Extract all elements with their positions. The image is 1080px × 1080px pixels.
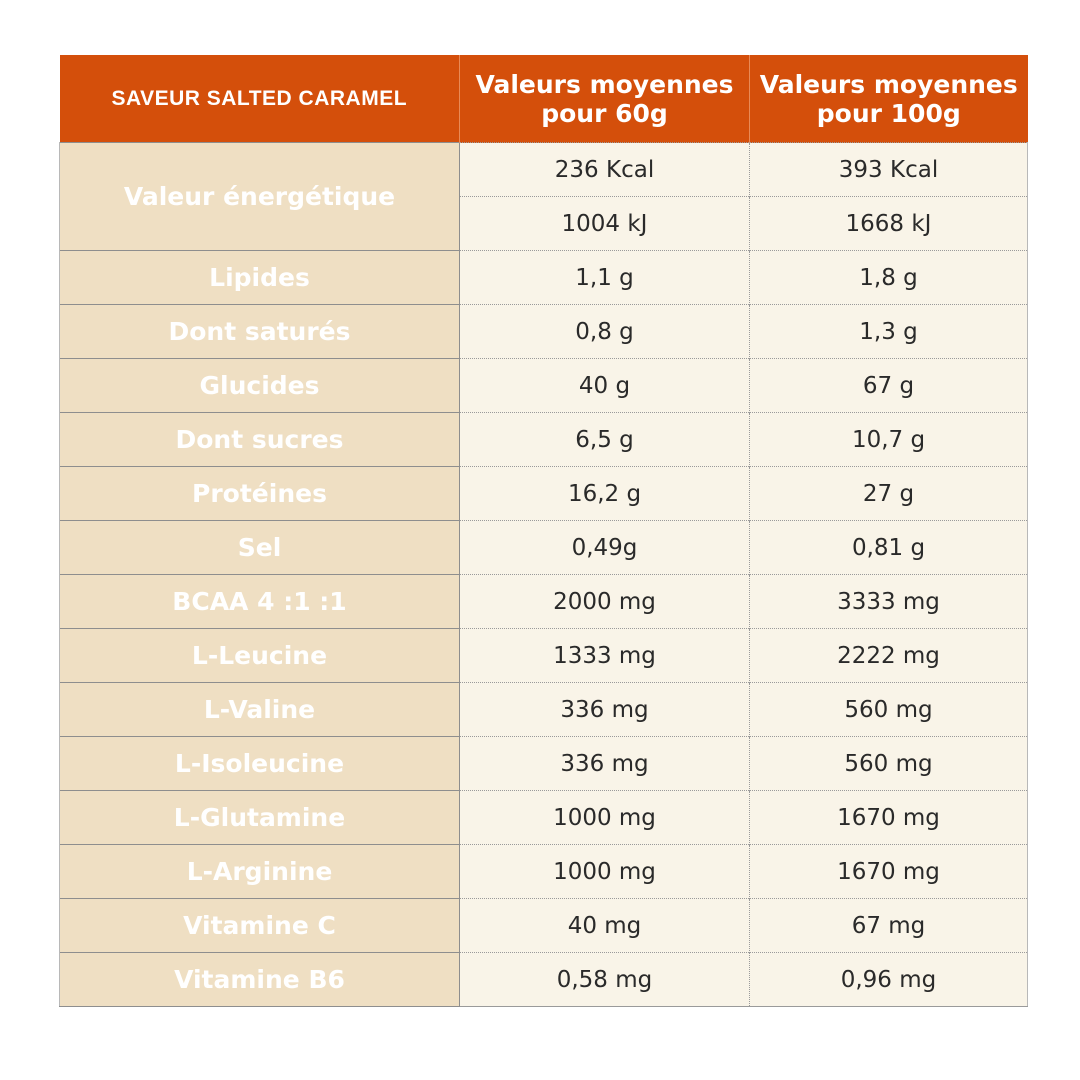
table-row (60, 359, 1028, 413)
column-header-60g-line2: pour 60g (541, 98, 668, 128)
row-label: Lipides (60, 251, 460, 305)
value-100g: 0,81 g (750, 521, 1028, 575)
value-100g: 0,96 mg (750, 953, 1028, 1007)
value-60g: 40 g (460, 359, 750, 413)
row-label: L-Valine (60, 683, 460, 737)
value-60g: 1000 mg (460, 791, 750, 845)
table-row (60, 953, 1028, 1007)
value-60g: 6,5 g (460, 413, 750, 467)
value-60g: 0,58 mg (460, 953, 750, 1007)
value-60g: 336 mg (460, 737, 750, 791)
row-label: Glucides (60, 359, 460, 413)
table-header-row (60, 55, 1028, 143)
table-row (60, 467, 1028, 521)
row-label: Protéines (60, 467, 460, 521)
value-60g: 40 mg (460, 899, 750, 953)
row-label: L-Arginine (60, 845, 460, 899)
row-label: Sel (60, 521, 460, 575)
table-row (60, 413, 1028, 467)
flavor-title: SAVEUR SALTED CARAMEL (60, 55, 460, 143)
value-100g: 10,7 g (750, 413, 1028, 467)
row-label: L-Isoleucine (60, 737, 460, 791)
value-100g: 67 mg (750, 899, 1028, 953)
row-label: Vitamine C (60, 899, 460, 953)
row-label: L-Glutamine (60, 791, 460, 845)
value-60g: 1333 mg (460, 629, 750, 683)
value-60g: 16,2 g (460, 467, 750, 521)
row-label: Dont saturés (60, 305, 460, 359)
value-100g: 560 mg (750, 737, 1028, 791)
value-100g: 67 g (750, 359, 1028, 413)
table-row (60, 737, 1028, 791)
value-100g: 1670 mg (750, 791, 1028, 845)
table-row (60, 575, 1028, 629)
row-label-energy: Valeur énergétique (60, 143, 460, 251)
value-100g: 1670 mg (750, 845, 1028, 899)
value-60g: 0,8 g (460, 305, 750, 359)
table-row (60, 791, 1028, 845)
column-header-100g-line2: pour 100g (816, 98, 961, 128)
value-100g: 2222 mg (750, 629, 1028, 683)
value-60g: 1000 mg (460, 845, 750, 899)
column-header-60g (460, 55, 750, 143)
row-label: Vitamine B6 (60, 953, 460, 1007)
value-100g: 1,3 g (750, 305, 1028, 359)
table-row (60, 521, 1028, 575)
value-100g: 3333 mg (750, 575, 1028, 629)
value-60g: 1,1 g (460, 251, 750, 305)
nutrition-table (59, 55, 1028, 1007)
energy-row-kcal (60, 143, 1028, 197)
energy-kcal-60g: 236 Kcal (460, 143, 750, 197)
value-100g: 1,8 g (750, 251, 1028, 305)
table-row (60, 845, 1028, 899)
energy-kj-100g: 1668 kJ (750, 197, 1028, 251)
column-header-60g-line1: Valeurs moyennes (475, 69, 734, 99)
energy-kcal-100g: 393 Kcal (750, 143, 1028, 197)
value-100g: 27 g (750, 467, 1028, 521)
table-row (60, 683, 1028, 737)
value-60g: 336 mg (460, 683, 750, 737)
table-row (60, 629, 1028, 683)
column-header-100g (750, 55, 1028, 143)
row-label: Dont sucres (60, 413, 460, 467)
energy-kj-60g: 1004 kJ (460, 197, 750, 251)
value-60g: 2000 mg (460, 575, 750, 629)
table-row (60, 251, 1028, 305)
column-header-100g-line1: Valeurs moyennes (759, 69, 1018, 99)
row-label: L-Leucine (60, 629, 460, 683)
value-60g: 0,49g (460, 521, 750, 575)
table-row (60, 305, 1028, 359)
value-100g: 560 mg (750, 683, 1028, 737)
table-row (60, 899, 1028, 953)
row-label: BCAA 4 :1 :1 (60, 575, 460, 629)
